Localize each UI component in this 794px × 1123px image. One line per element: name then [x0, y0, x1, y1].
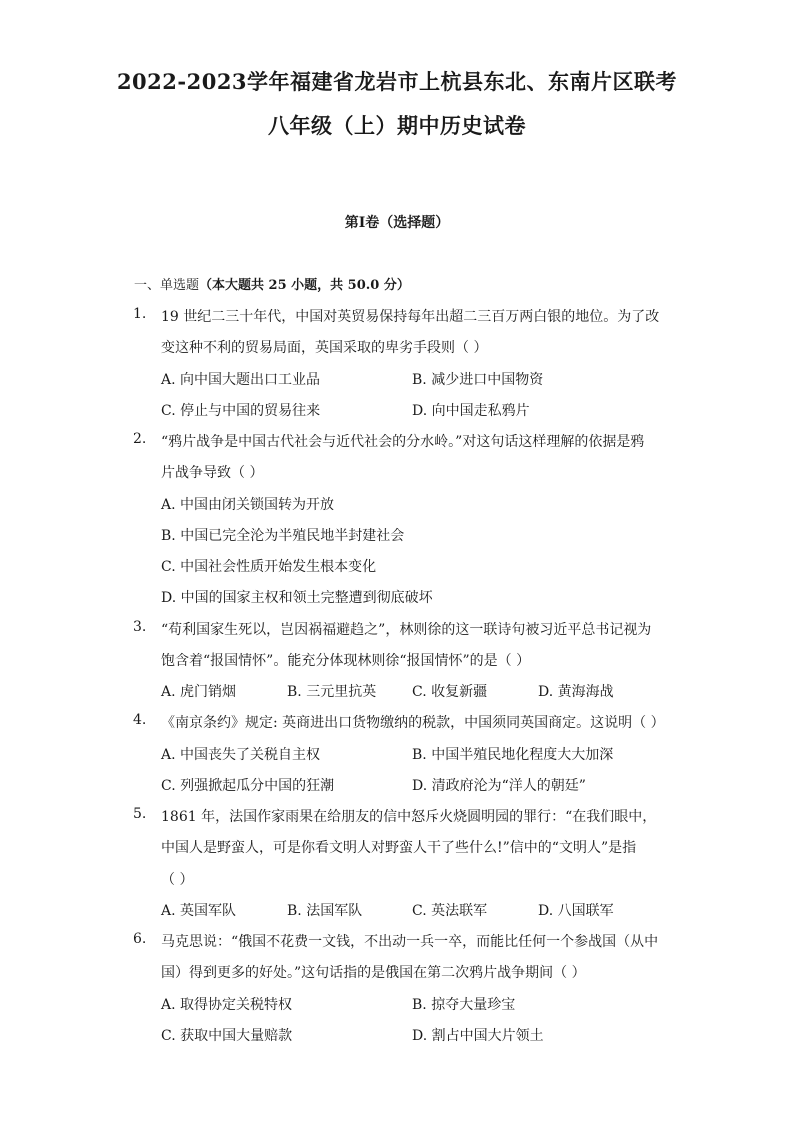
question-text-line: “鸦片战争是中国古代社会与近代社会的分水岭。”对这句话这样理解的依据是鸦 [161, 434, 645, 450]
question-text-line: “苟利国家生死以，岂因祸福避趋之”，林则徐的这一联诗句被习近平总书记视为 [161, 622, 652, 638]
exam-title-line2: 八年级（上）期中历史试卷 [268, 113, 526, 138]
option-a: A. 向中国大题出口工业品 [161, 372, 321, 388]
option-d: D. 割占中国大片领土 [412, 1028, 544, 1044]
question-number: 3. [133, 619, 147, 635]
option-a: A. 英国军队 [161, 903, 237, 919]
question-text-line: 国）得到更多的好处。”这句话指的是俄国在第二次鸦片战争期间（ ） [161, 965, 586, 981]
question-text-line: 变这种不利的贸易局面，英国采取的卑劣手段则（ ） [161, 340, 488, 356]
volume-heading: 第I卷（选择题） [344, 215, 450, 231]
option-a: A. 中国丧失了关税自主权 [161, 747, 321, 763]
option-c: C. 获取中国大量赔款 [161, 1028, 293, 1044]
section-label: 一、单选题 [134, 278, 200, 293]
question-text-line: 中国人是野蛮人，可是你看文明人对野蛮人干了些什么!”信中的“文明人”是指 [161, 840, 637, 856]
option-d: D. 黄海海战 [538, 684, 614, 700]
section-info: （本大题共 25 小题，共 50.0 分） [199, 278, 410, 293]
question-number: 1. [133, 306, 147, 322]
question-text-line: 《南京条约》规定: 英商进出口货物缴纳的税款，中国须同英国商定。这说明（ ） [161, 715, 665, 731]
option-b: B. 三元里抗英 [287, 684, 377, 700]
option-d: D. 八国联军 [538, 903, 614, 919]
question-text-line: 1861 年，法国作家雨果在给朋友的信中怒斥火烧圆明园的罪行：“在我们眼中， [161, 809, 657, 825]
question-number: 6. [133, 931, 147, 947]
option-a: A. 取得协定关税特权 [161, 997, 293, 1013]
question-text-line: 马克思说：“俄国不花费一文钱，不出动一兵一卒，而能比任何一个参战国（从中 [161, 934, 659, 950]
option-b: B. 减少进口中国物资 [412, 372, 544, 388]
option-c: C. 英法联军 [412, 903, 488, 919]
question-text-line: 片战争导致（ ） [161, 465, 264, 481]
option-d: D. 向中国走私鸦片 [412, 403, 530, 419]
option-a: A. 虎门销烟 [161, 684, 237, 700]
option-b: B. 中国已完全沦为半殖民地半封建社会 [161, 528, 405, 544]
exam-title-line1: 2022-2023学年福建省龙岩市上杭县东北、东南片区联考 [116, 69, 678, 94]
option-d: D. 清政府沦为“洋人的朝廷” [412, 778, 586, 794]
question-text-line: 饱含着“报国情怀”。能充分体现林则徐“报国情怀”的是（ ） [161, 653, 531, 669]
option-b: B. 掠夺大量珍宝 [412, 997, 516, 1013]
question-number: 5. [133, 806, 147, 822]
question-text-line: 19 世纪二三十年代，中国对英贸易保持每年出超二三百万两白银的地位。为了改 [161, 309, 660, 325]
option-c: C. 中国社会性质开始发生根本变化 [161, 559, 377, 575]
option-b: B. 中国半殖民地化程度大大加深 [412, 747, 614, 763]
option-b: B. 法国军队 [287, 903, 363, 919]
option-c: C. 收复新疆 [412, 684, 488, 700]
section-heading [134, 274, 410, 293]
question-number: 2. [133, 431, 147, 447]
question-number: 4. [133, 712, 147, 728]
option-d: D. 中国的国家主权和领土完整遭到彻底破坏 [161, 590, 433, 606]
option-c: C. 停止与中国的贸易往来 [161, 403, 321, 419]
option-a: A. 中国由闭关锁国转为开放 [161, 497, 335, 513]
option-c: C. 列强掀起瓜分中国的狂潮 [161, 778, 335, 794]
question-text-line: （ ） [161, 872, 194, 888]
